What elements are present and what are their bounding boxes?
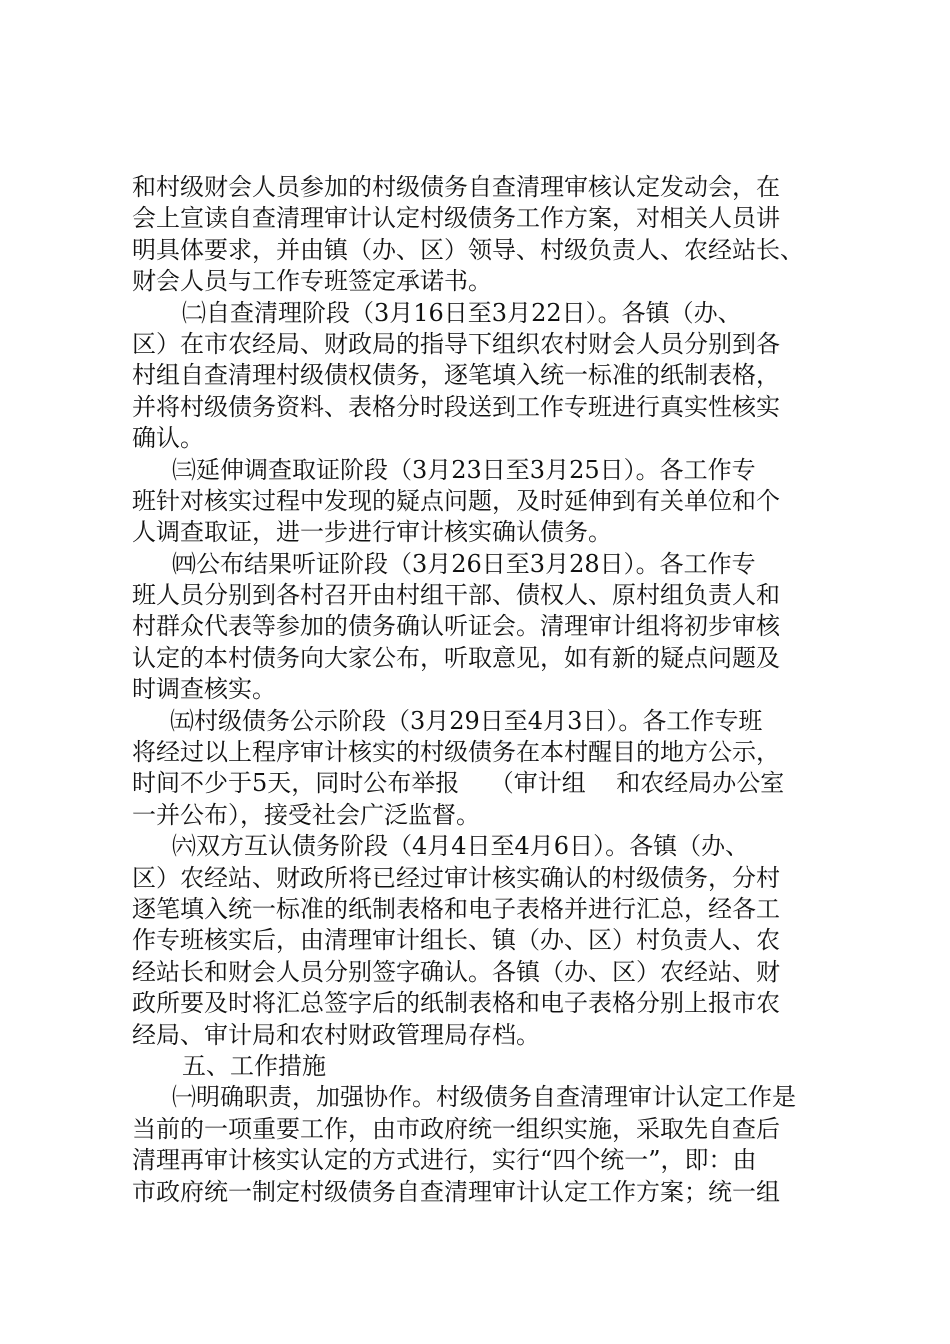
- document-body: [132, 172, 862, 1208]
- text-line: 政所要及时将汇总签字后的纸制表格和电子表格分别上报市农: [132, 989, 780, 1018]
- text-line: 确认。: [132, 424, 204, 453]
- text-line: 班人员分别到各村召开由村组干部、债权人、原村组负责人和: [132, 581, 780, 610]
- section-heading: 五、工作措施: [182, 1051, 326, 1080]
- text-line: 将经过以上程序审计核实的村级债务在本村醒目的地方公示，: [132, 738, 780, 767]
- text-line: ㈤村级债务公示阶段（3月29日至4月3日）。各工作专班: [170, 706, 763, 735]
- text-line: ㈣公布结果听证阶段（3月26日至3月28日）。各工作专: [172, 549, 756, 578]
- text-line: 认定的本村债务向大家公布，听取意见，如有新的疑点问题及: [132, 643, 780, 672]
- text-line: 时调查核实。: [132, 675, 276, 704]
- text-line: 村群众代表等参加的债务确认听证会。清理审计组将初步审核: [132, 612, 780, 641]
- text-line: 区）在市农经局、财政局的指导下组织农村财会人员分别到各: [132, 329, 780, 358]
- text-line: 班针对核实过程中发现的疑点问题，及时延伸到有关单位和个: [132, 486, 780, 515]
- text-line: 当前的一项重要工作，由市政府统一组织实施，采取先自查后: [132, 1114, 780, 1143]
- text-line: 作专班核实后，由清理审计组长、镇（办、区）村负责人、农: [132, 926, 780, 955]
- text-line: 经局、审计局和农村财政管理局存档。: [132, 1020, 540, 1049]
- text-line: 清理再审计核实认定的方式进行，实行“四个统一”，即：由: [132, 1146, 757, 1175]
- text-line: 一并公布），接受社会广泛监督。: [132, 800, 480, 829]
- text-line: 逐笔填入统一标准的纸制表格和电子表格并进行汇总，经各工: [132, 894, 780, 923]
- text-line: 明具体要求，并由镇（办、区）领导、村级负责人、农经站长、: [132, 235, 804, 264]
- text-line: 人调查取证，进一步进行审计核实确认债务。: [132, 518, 612, 547]
- text-line: 村组自查清理村级债权债务，逐笔填入统一标准的纸制表格，: [132, 361, 780, 390]
- text-line: 财会人员与工作专班签定承诺书。: [132, 267, 492, 296]
- text-line: 和村级财会人员参加的村级债务自查清理审核认定发动会，在: [132, 173, 780, 201]
- text-line: ㈥双方互认债务阶段（4月4日至4月6日）。各镇（办、: [172, 832, 750, 861]
- text-line: 并将村级债务资料、表格分时段送到工作专班进行真实性核实: [132, 392, 780, 421]
- text-line: 经站长和财会人员分别签字确认。各镇（办、区）农经站、财: [132, 957, 780, 986]
- text-line: ㈠明确职责，加强协作。村级债务自查清理审计认定工作是: [172, 1083, 796, 1112]
- text-line: 市政府统一制定村级债务自查清理审计认定工作方案；统一组: [132, 1177, 780, 1206]
- text-line: 区）农经站、财政所将已经过审计核实确认的村级债务，分村: [132, 863, 780, 892]
- text-line: 时间不少于5天，同时公布举报 （审计组 和农经局办公室: [132, 769, 785, 798]
- text-line: 会上宣读自查清理审计认定村级债务工作方案，对相关人员讲: [132, 204, 780, 233]
- text-line: ㈢延伸调查取证阶段（3月23日至3月25日）。各工作专: [172, 455, 756, 484]
- text-line: ㈡自查清理阶段（3月16日至3月22日）。各镇（办、: [182, 298, 742, 327]
